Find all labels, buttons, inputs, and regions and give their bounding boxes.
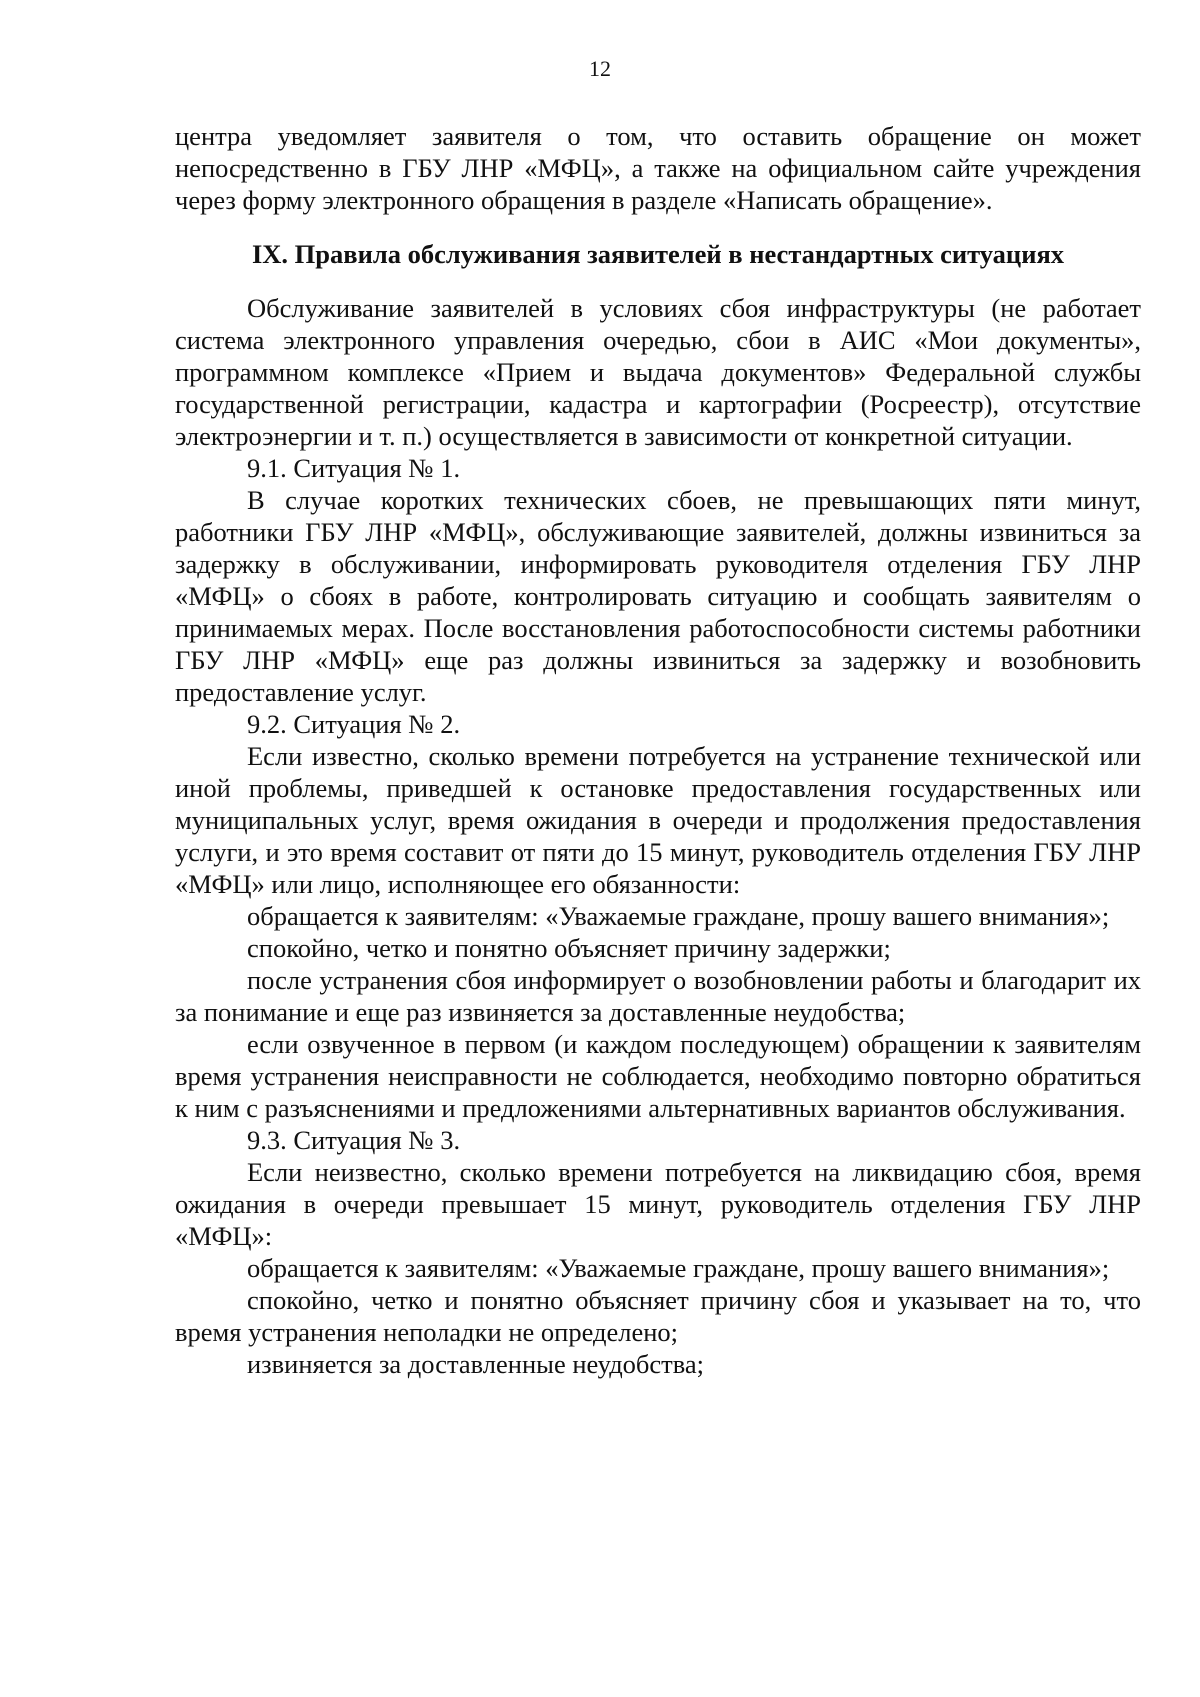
situation-3-text: Если неизвестно, сколько времени потребуется на ликвидацию сбоя, время ожидания в очереди превышает 15 минут, руководитель отделения ГБУ ЛНР «МФЦ»:: [175, 1157, 1141, 1251]
situation-2-item-address: обращается к заявителям: «Уважаемые граждане, прошу вашего внимания»;: [247, 901, 1110, 931]
document-body: [175, 120, 1141, 1380]
situation-3-item-apologize: извиняется за доставленные неудобства;: [247, 1349, 705, 1379]
situation-2-heading: 9.2. Ситуация № 2.: [247, 709, 461, 739]
situation-3-heading: 9.3. Ситуация № 3.: [247, 1125, 461, 1155]
situation-2-item-explain: спокойно, четко и понятно объясняет причину задержки;: [247, 933, 891, 963]
page-number: 12: [589, 56, 611, 81]
situation-2-item-repeat: если озвученное в первом (и каждом последующем) обращении к заявителям время устранения неисправности не соблюдается, необходимо повторно обратиться к ним с разъяснениями и предложениями альтернативных вариантов обслуживания.: [175, 1029, 1141, 1123]
situation-1-heading: 9.1. Ситуация № 1.: [247, 453, 461, 483]
situation-3-item-explain: спокойно, четко и понятно объясняет причину сбоя и указывает на то, что время устранения неполадки не определено;: [175, 1285, 1141, 1347]
situation-2-text: Если известно, сколько времени потребуется на устранение технической или иной проблемы, приведшей к остановке предоставления государственных или муниципальных услуг, время ожидания в очереди и продолжения предоставления услуги, и это время составит от пяти до 15 минут, руководитель отделения ГБУ ЛНР «МФЦ» или лицо, исполняющее его обязанности:: [175, 741, 1141, 899]
situation-3-item-address: обращается к заявителям: «Уважаемые граждане, прошу вашего внимания»;: [247, 1253, 1110, 1283]
section-heading: IX. Правила обслуживания заявителей в нестандартных ситуациях: [251, 239, 1065, 269]
situation-1-text: В случае коротких технических сбоев, не превышающих пяти минут, работники ГБУ ЛНР «МФЦ», обслуживающие заявителей, должны извиниться за задержку в обслуживании, информировать руководителя отделения ГБУ ЛНР «МФЦ» о сбоях в работе, контролировать ситуацию и сообщать заявителям о принимаемых мерах. После восстановления работоспособности системы работники ГБУ ЛНР «МФЦ» еще раз должны извиниться за задержку и возобновить предоставление услуг.: [175, 485, 1141, 707]
intro-paragraph: центра уведомляет заявителя о том, что оставить обращение он может непосредственно в ГБУ ЛНР «МФЦ», а также на официальном сайте учреждения через форму электронного обращения в разделе «Написать обращение».: [175, 121, 1141, 215]
paragraph-overview: Обслуживание заявителей в условиях сбоя инфраструктуры (не работает система электронного управления очередью, сбои в АИС «Мои документы», программном комплексе «Прием и выдача документов» Федеральной службы государственной регистрации, кадастра и картографии (Росреестр), отсутствие электроэнергии и т. п.) осуществляется в зависимости от конкретной ситуации.: [175, 293, 1141, 451]
situation-2-item-after-fix: после устранения сбоя информирует о возобновлении работы и благодарит их за понимание и еще раз извиняется за доставленные неудобства;: [175, 965, 1141, 1027]
